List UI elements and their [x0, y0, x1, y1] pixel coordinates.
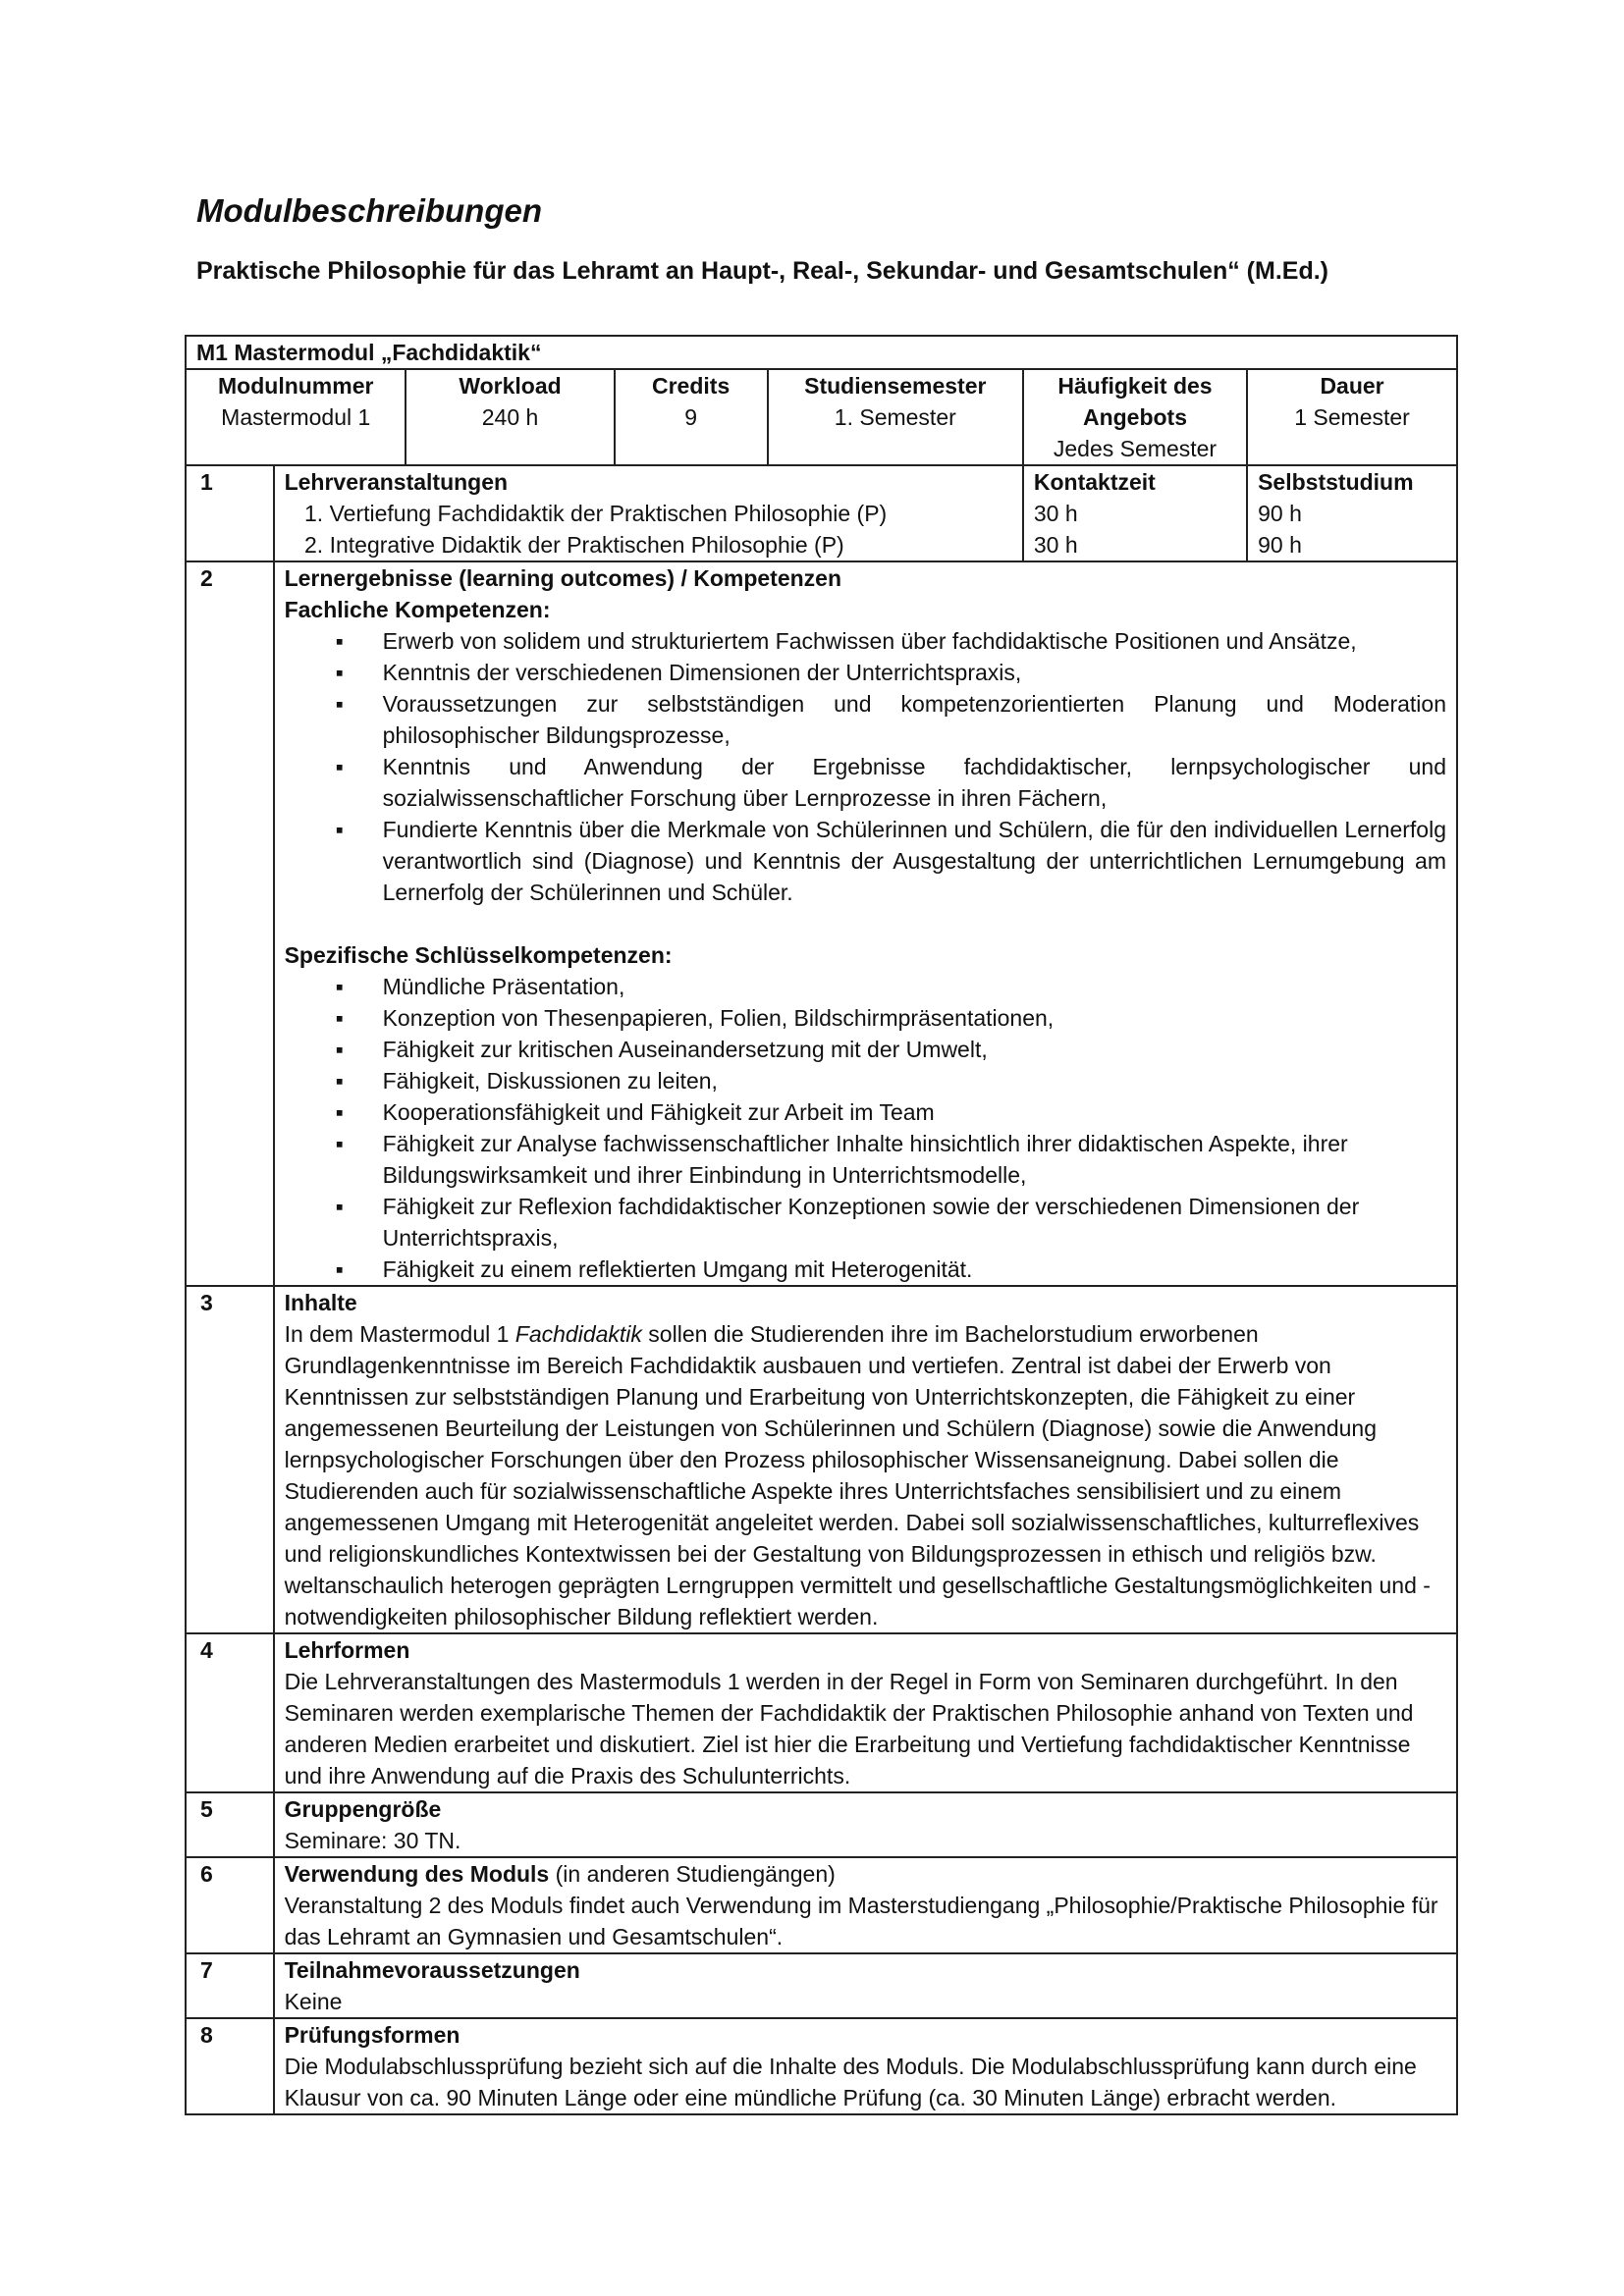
- section-6-row: [186, 1857, 1457, 1953]
- list-item: ▪ Kooperationsfähigkeit und Fähigkeit zur Arbeit im Team: [285, 1096, 1446, 1128]
- modulnummer-header: Modulnummer: [218, 373, 374, 399]
- studiensemester-value: 1. Semester: [834, 404, 956, 430]
- dauer-header: Dauer: [1320, 373, 1384, 399]
- module-table: [185, 335, 1458, 2115]
- modulnummer-cell: [186, 369, 406, 465]
- haeufigkeit-value: Jedes Semester: [1053, 436, 1218, 461]
- section-1-row: [186, 465, 1457, 561]
- inhalte-text: [285, 1318, 1446, 1632]
- section-8-row: [186, 2018, 1457, 2114]
- section-3-row: [186, 1286, 1457, 1633]
- credits-cell: [615, 369, 768, 465]
- fachliche-kompetenzen-list: [285, 625, 1446, 908]
- list-item: ▪ Konzeption von Thesenpapieren, Folien, Bildschirmpräsentationen,: [285, 1002, 1446, 1034]
- schluesselkompetenzen-list: [285, 971, 1446, 1285]
- list-item: ▪ Mündliche Präsentation,: [285, 971, 1446, 1002]
- section-title: Lehrformen: [284, 1637, 410, 1663]
- inhalte-text-part: In dem Mastermodul 1: [284, 1321, 515, 1347]
- teilnahme-cell: [274, 1953, 1457, 2018]
- list-item: ▪ Fähigkeit zur Reflexion fachdidaktischer Konzeptionen sowie der verschiedenen Dimensionen der Unterrichtspraxis,: [285, 1191, 1446, 1254]
- section-number: 1: [186, 465, 274, 561]
- section-7-row: [186, 1953, 1457, 2018]
- kontaktzeit-header: Kontaktzeit: [1033, 469, 1156, 495]
- workload-value: 240 h: [481, 404, 539, 430]
- module-header-row: [186, 369, 1457, 465]
- selbststudium-value: 90 h: [1258, 532, 1302, 558]
- kontaktzeit-cell: [1023, 465, 1247, 561]
- section-title-suffix: (in anderen Studiengängen): [549, 1861, 836, 1887]
- section-number: 4: [186, 1633, 274, 1792]
- list-item: ▪ Fähigkeit zu einem reflektierten Umgang mit Heterogenität.: [285, 1254, 1446, 1285]
- page-title: Modulbeschreibungen: [196, 192, 543, 229]
- list-item: ▪ Kenntnis der verschiedenen Dimensionen der Unterrichtspraxis,: [285, 657, 1446, 688]
- inhalte-text-part: sollen die Studierenden ihre im Bachelorstudium erworbenen Grundlagenkenntnisse im Bereich Fachdidaktik ausbauen und vertiefen. Zentral ist dabei der Erwerb von Kenntnissen zur selbstständigen Planung und Erarbeitung von Unterrichtskonzepten, die Fähigkeit zu einer angemessenen Beurteilung der Leistungen von Schülerinnen und Schülern (Diagnose) sowie die Anwendung lernpsychologischer Forschungen über den Prozess philosophischer Wissensaneignung. Dabei sollen die Studierenden auch für sozialwissenschaftliche Aspekte ihres Unterrichtsfaches sensibilisiert und zu einem angemessenen Umgang mit Heterogenität angeleitet werden. Dabei soll sozialwissenschaftliches, kulturreflexives und religionskundliches Kontextwissen bei der Gestaltung von Bildungsprozessen in ethisch und religiös bzw. weltanschaulich heterogen geprägten Lerngruppen vermittelt und gesellschaftliche Gestaltungsmöglichkeiten und -notwendigkeiten philosophischer Bildung reflektiert werden.: [284, 1321, 1431, 1629]
- pruefungsformen-text: Die Modulabschlussprüfung bezieht sich auf die Inhalte des Moduls. Die Modulabschlussprüfung kann durch eine Klausur von ca. 90 Minuten Länge oder eine mündliche Prüfung (ca. 30 Minuten Länge) erbracht werden.: [284, 2054, 1417, 2110]
- module-title-row: [186, 336, 1457, 369]
- gruppengroesse-text: Seminare: 30 TN.: [284, 1828, 461, 1853]
- teilnahme-text: Keine: [284, 1989, 343, 2014]
- selbststudium-value: 90 h: [1258, 501, 1302, 526]
- workload-cell: [406, 369, 614, 465]
- studiensemester-cell: [768, 369, 1023, 465]
- section-5-row: [186, 1792, 1457, 1857]
- fachliche-kompetenzen-heading: Fachliche Kompetenzen:: [284, 597, 551, 622]
- inhalte-text-italic: Fachdidaktik: [514, 1321, 642, 1347]
- list-item: ▪ Fähigkeit zur kritischen Auseinandersetzung mit der Umwelt,: [285, 1034, 1446, 1065]
- section-title: Teilnahmevoraussetzungen: [284, 1957, 580, 1983]
- section-title: Lehrveranstaltungen: [284, 469, 509, 495]
- credits-value: 9: [684, 404, 698, 430]
- course-item: 2. Integrative Didaktik der Praktischen Philosophie (P): [330, 529, 1012, 561]
- modulnummer-value: Mastermodul 1: [221, 404, 371, 430]
- kontaktzeit-value: 30 h: [1033, 501, 1078, 526]
- list-item: ▪ Fähigkeit, Diskussionen zu leiten,: [285, 1065, 1446, 1096]
- section-title: Lernergebnisse (learning outcomes) / Kompetenzen: [284, 565, 842, 591]
- course-item: 1. Vertiefung Fachdidaktik der Praktischen Philosophie (P): [330, 498, 1012, 529]
- schluesselkompetenzen-heading: Spezifische Schlüsselkompetenzen:: [284, 942, 673, 968]
- section-title: Verwendung des Moduls: [284, 1861, 550, 1887]
- course-list: [285, 498, 1012, 561]
- list-item: ▪ Voraussetzungen zur selbstständigen und kompetenzorientierten Planung und Moderation philosophischer Bildungsprozesse,: [285, 688, 1446, 751]
- section-title: Inhalte: [284, 1290, 357, 1315]
- section-title-line: [285, 1858, 1446, 1890]
- inhalte-cell: [274, 1286, 1457, 1633]
- studiensemester-header: Studiensemester: [804, 373, 987, 399]
- dauer-value: 1 Semester: [1294, 404, 1410, 430]
- haeufigkeit-cell: [1023, 369, 1247, 465]
- page-subtitle: Praktische Philosophie für das Lehramt an Haupt-, Real-, Sekundar- und Gesamtschulen“ (M.Ed.): [196, 257, 1328, 285]
- list-item: ▪ Fähigkeit zur Analyse fachwissenschaftlicher Inhalte hinsichtlich ihrer didaktischen Aspekte, ihrer Bildungswirksamkeit und ihrer Einbindung in Unterrichtsmodelle,: [285, 1128, 1446, 1191]
- pruefungsformen-cell: [274, 2018, 1457, 2114]
- lehrformen-text: Die Lehrveranstaltungen des Mastermoduls 1 werden in der Regel in Form von Seminaren durchgeführt. In den Seminaren werden exemplarische Themen der Fachdidaktik der Praktischen Philosophie anhand von Texten und anderen Medien erarbeitet und diskutiert. Ziel ist hier die Erarbeitung und Vertiefung fachdidaktischer Kenntnisse und ihre Anwendung auf die Praxis des Schulunterrichts.: [284, 1669, 1414, 1789]
- section-2-row: [186, 561, 1457, 1286]
- dauer-cell: [1247, 369, 1457, 465]
- selbststudium-cell: [1247, 465, 1457, 561]
- section-title: Gruppengröße: [284, 1796, 442, 1822]
- section-number: 2: [186, 561, 274, 1286]
- section-number: 7: [186, 1953, 274, 2018]
- list-item: ▪ Fundierte Kenntnis über die Merkmale von Schülerinnen und Schülern, die für den individuellen Lernerfolg verantwortlich sind (Diagnose) und Kenntnis der Ausgestaltung der unterrichtlichen Lernumgebung am Lernerfolg der Schülerinnen und Schüler.: [285, 814, 1446, 908]
- list-item: ▪ Erwerb von solidem und strukturiertem Fachwissen über fachdidaktische Positionen und Ansätze,: [285, 625, 1446, 657]
- section-number: 8: [186, 2018, 274, 2114]
- verwendung-text: Veranstaltung 2 des Moduls findet auch Verwendung im Masterstudiengang „Philosophie/Praktische Philosophie für das Lehramt an Gymnasien und Gesamtschulen“.: [284, 1893, 1438, 1949]
- module-title: M1 Mastermodul „Fachdidaktik“: [186, 336, 1457, 369]
- credits-header: Credits: [652, 373, 731, 399]
- selbststudium-header: Selbststudium: [1258, 469, 1414, 495]
- gruppengroesse-cell: [274, 1792, 1457, 1857]
- section-number: 3: [186, 1286, 274, 1633]
- section-number: 5: [186, 1792, 274, 1857]
- list-item: ▪ Kenntnis und Anwendung der Ergebnisse fachdidaktischer, lernpsychologischer und sozialwissenschaftlicher Forschung über Lernprozesse in ihren Fächern,: [285, 751, 1446, 814]
- haeufigkeit-header: Häufigkeit des Angebots: [1057, 373, 1213, 430]
- section-4-row: [186, 1633, 1457, 1792]
- lernergebnisse-cell: [274, 561, 1457, 1286]
- workload-header: Workload: [459, 373, 562, 399]
- kontaktzeit-value: 30 h: [1033, 532, 1078, 558]
- section-title: Prüfungsformen: [284, 2022, 460, 2048]
- lehrveranstaltungen-cell: [274, 465, 1023, 561]
- lehrformen-cell: [274, 1633, 1457, 1792]
- verwendung-cell: [274, 1857, 1457, 1953]
- section-number: 6: [186, 1857, 274, 1953]
